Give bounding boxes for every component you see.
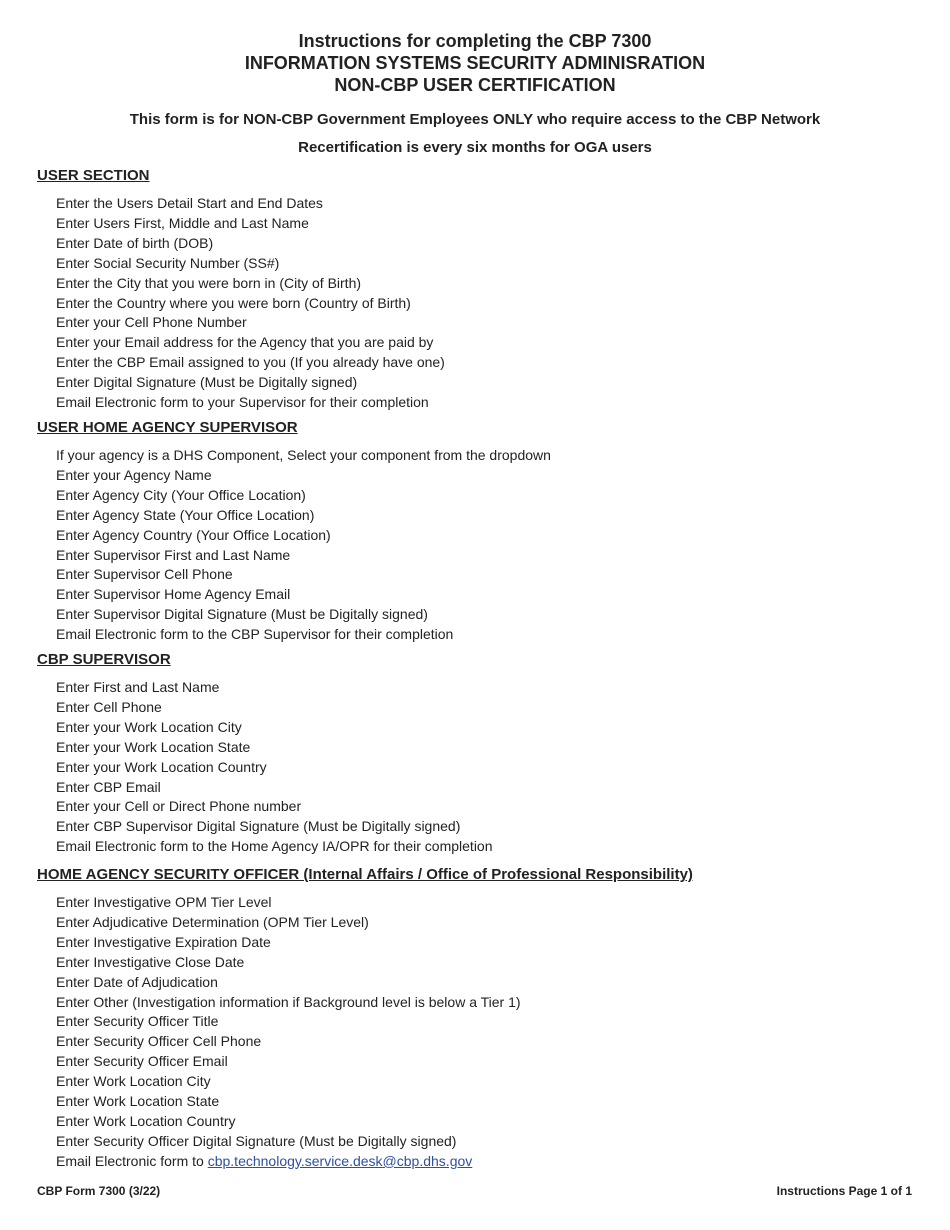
title-line-1: Instructions for completing the CBP 7300	[298, 31, 652, 51]
list-item: Enter Cell Phone	[56, 698, 162, 715]
list-item: Enter the CBP Email assigned to you (If you already have one)	[56, 354, 445, 371]
list-item: Email Electronic form to the CBP Supervisor for their completion	[56, 626, 454, 643]
list-item: Enter Security Officer Digital Signature (Must be Digitally signed)	[56, 1132, 457, 1149]
recertification-note: Recertification is every six months for OGA users	[298, 139, 652, 156]
home-agency-supervisor-list	[37, 446, 551, 645]
list-item: Enter your Work Location Country	[56, 758, 267, 775]
page-indicator: Instructions Page 1 of 1	[776, 1184, 912, 1198]
list-item: Enter Agency City (Your Office Location)	[56, 486, 306, 503]
user-section	[37, 167, 445, 413]
user-section-heading: USER SECTION	[37, 167, 150, 184]
list-item: Enter Investigative Close Date	[56, 953, 245, 970]
list-item: Email Electronic form to the Home Agency IA/OPR for their completion	[56, 838, 493, 855]
list-item: Enter your Work Location City	[56, 718, 242, 735]
list-item: Enter Social Security Number (SS#)	[56, 254, 280, 271]
list-item: Email Electronic form to your Supervisor for their completion	[56, 394, 429, 411]
home-agency-supervisor-section	[37, 419, 551, 645]
list-item: Enter CBP Supervisor Digital Signature (Must be Digitally signed)	[56, 818, 461, 835]
cbp-supervisor-list	[37, 678, 493, 857]
list-item: Enter Date of Adjudication	[56, 973, 218, 990]
list-item: Enter Security Officer Cell Phone	[56, 1033, 262, 1050]
form-number: CBP Form 7300 (3/22)	[37, 1184, 161, 1198]
list-item: Enter Work Location Country	[56, 1112, 236, 1129]
list-item: Enter Supervisor Digital Signature (Must be Digitally signed)	[56, 606, 428, 623]
list-item: Enter your Work Location State	[56, 738, 251, 755]
list-item: Enter Supervisor First and Last Name	[56, 546, 291, 563]
list-item: Enter Supervisor Cell Phone	[56, 566, 233, 583]
list-item: Enter Security Officer Title	[56, 1013, 219, 1030]
list-item: Enter Agency State (Your Office Location)	[56, 506, 315, 523]
security-officer-section	[37, 866, 693, 1172]
list-item: Enter Adjudicative Determination (OPM Tier Level)	[56, 913, 369, 930]
cbp-supervisor-section	[37, 651, 493, 857]
list-item: Enter Supervisor Home Agency Email	[56, 586, 291, 603]
home-agency-supervisor-heading: USER HOME AGENCY SUPERVISOR	[37, 419, 298, 436]
list-item: Enter Investigative OPM Tier Level	[56, 894, 272, 910]
list-item: Enter Security Officer Email	[56, 1053, 228, 1070]
list-item: If your agency is a DHS Component, Select your component from the dropdown	[56, 447, 551, 463]
list-item: Enter Agency Country (Your Office Location)	[56, 526, 331, 543]
list-item: Enter CBP Email	[56, 778, 161, 795]
list-item: Enter your Cell Phone Number	[56, 314, 247, 331]
security-officer-heading: HOME AGENCY SECURITY OFFICER (Internal Affairs / Office of Professional Responsibility)	[37, 866, 693, 883]
user-section-list	[37, 194, 445, 413]
list-item: Enter Digital Signature (Must be Digitally signed)	[56, 374, 358, 391]
list-item: Enter the Country where you were born (Country of Birth)	[56, 294, 411, 311]
list-item: Enter First and Last Name	[56, 679, 220, 695]
list-item: Enter your Email address for the Agency that you are paid by	[56, 334, 434, 351]
list-item: Enter Investigative Expiration Date	[56, 933, 271, 950]
security-officer-list	[37, 893, 693, 1172]
list-item: Enter your Agency Name	[56, 466, 212, 483]
list-item: Enter Other (Investigation information if Background level is below a Tier 1)	[56, 993, 521, 1010]
list-item: Enter your Cell or Direct Phone number	[56, 798, 302, 815]
document-title	[0, 30, 950, 96]
list-item: Enter Date of birth (DOB)	[56, 234, 214, 251]
list-item: Enter the City that you were born in (City of Birth)	[56, 274, 362, 291]
list-item: Enter the Users Detail Start and End Dates	[56, 195, 323, 211]
title-line-3: NON-CBP USER CERTIFICATION	[334, 75, 616, 95]
list-item: Enter Work Location State	[56, 1093, 220, 1110]
list-item: Enter Work Location City	[56, 1073, 211, 1090]
list-item: Enter Users First, Middle and Last Name	[56, 214, 309, 231]
email-instruction-text: Email Electronic form to	[56, 1152, 208, 1169]
list-item-email-instruction	[56, 1152, 693, 1172]
title-line-2: INFORMATION SYSTEMS SECURITY ADMINISRATION	[244, 53, 706, 73]
cbp-supervisor-heading: CBP SUPERVISOR	[37, 651, 171, 668]
service-desk-email-link[interactable]: cbp.technology.service.desk@cbp.dhs.gov	[207, 1152, 473, 1169]
audience-note: This form is for NON-CBP Government Employees ONLY who require access to the CBP Network	[129, 111, 821, 128]
